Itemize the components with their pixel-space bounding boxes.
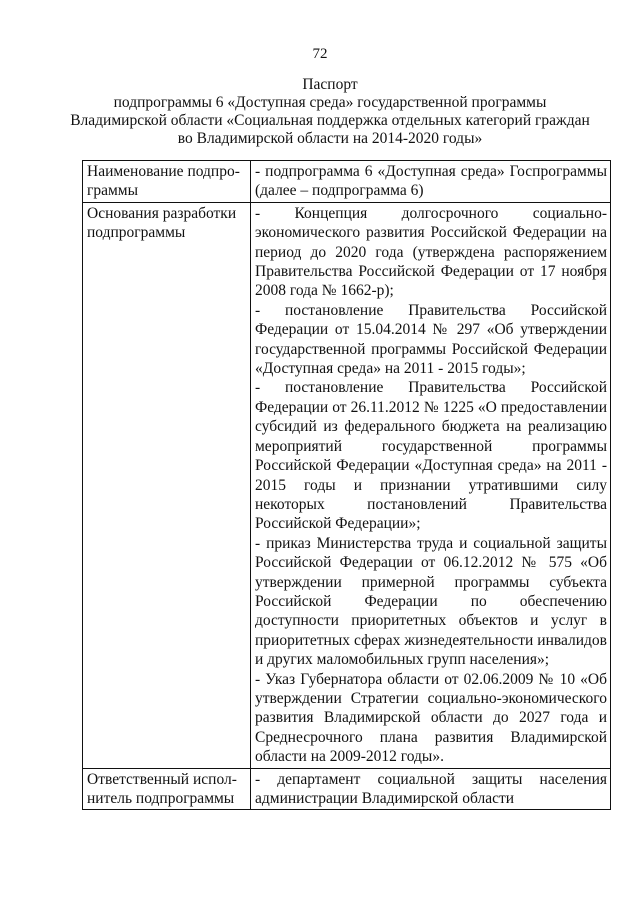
value-paragraph: - подпрограмма 6 «Доступная среда» Госпрограммы (далее – подпрограмма 6) [255,163,607,200]
table-row-basis [83,202,611,768]
value-paragraph: - Указ Губернатора области от 02.06.2009 № 10 «Об утверждении Стратегии социально-экономического развития Владимирской области до 2027 года и Среднесрочного плана развития Владимирской области на 2009-2012 годы». [255,670,607,766]
value-paragraph: - приказ Министерства труда и социальной защиты Российской Федерации от 06.12.2012 № 575 «Об утверждении примерной программы субъекта Российской Федерации по обеспечению доступности приоритетных объектов и услуг в приоритетных сферах жизнедеятельности инвалидов и других маломобильных групп населения»; [255,534,607,669]
title-line-2: подпрограммы 6 «Доступная среда» государственной программы [113,94,547,111]
value-paragraph: - департамент социальной защиты населения администрации Владимирской области [255,770,607,807]
value-paragraph: - Концепция долгосрочного социально-экономического развития Российской Федерации на период до 2020 года (утверждена распоряжением Правительства Российской Федерации от 17 ноября 2008 года № 1662-р); [255,204,607,300]
title-line-3: Владимирской области «Социальная поддержка отдельных категорий граждан [70,112,590,129]
title-line-1: Паспорт [302,76,358,93]
table-row-name [83,161,611,203]
row-value [251,202,611,768]
value-paragraph: - постановление Правительства Российской Федерации от 26.11.2012 № 1225 «О предоставлении субсидий из федерального бюджета на реализацию мероприятий государственной программы Российской Федерации «Доступная среда» на 2011 - 2015 годы и признании утратившими силу некоторых постановлений Правительства Российской Федерации»; [255,379,607,533]
row-label: Ответственный испол-нитель подпрограммы [83,768,251,810]
title-line-4: во Владимирской области на 2014-2020 годы» [177,130,483,147]
table-row-executor [83,768,611,810]
row-value [251,161,611,203]
value-paragraph: - постановление Правительства Российской Федерации от 15.04.2014 № 297 «Об утверждении государственной программы Российской Федерации «Доступная среда» на 2011 - 2015 годы»; [255,301,607,378]
passport-table [82,160,611,810]
row-label: Основания разработки подпрограммы [83,202,251,768]
row-label: Наименование подпро-граммы [83,161,251,203]
document-title [60,76,600,148]
page-number: 72 [312,46,328,62]
row-value [251,768,611,810]
